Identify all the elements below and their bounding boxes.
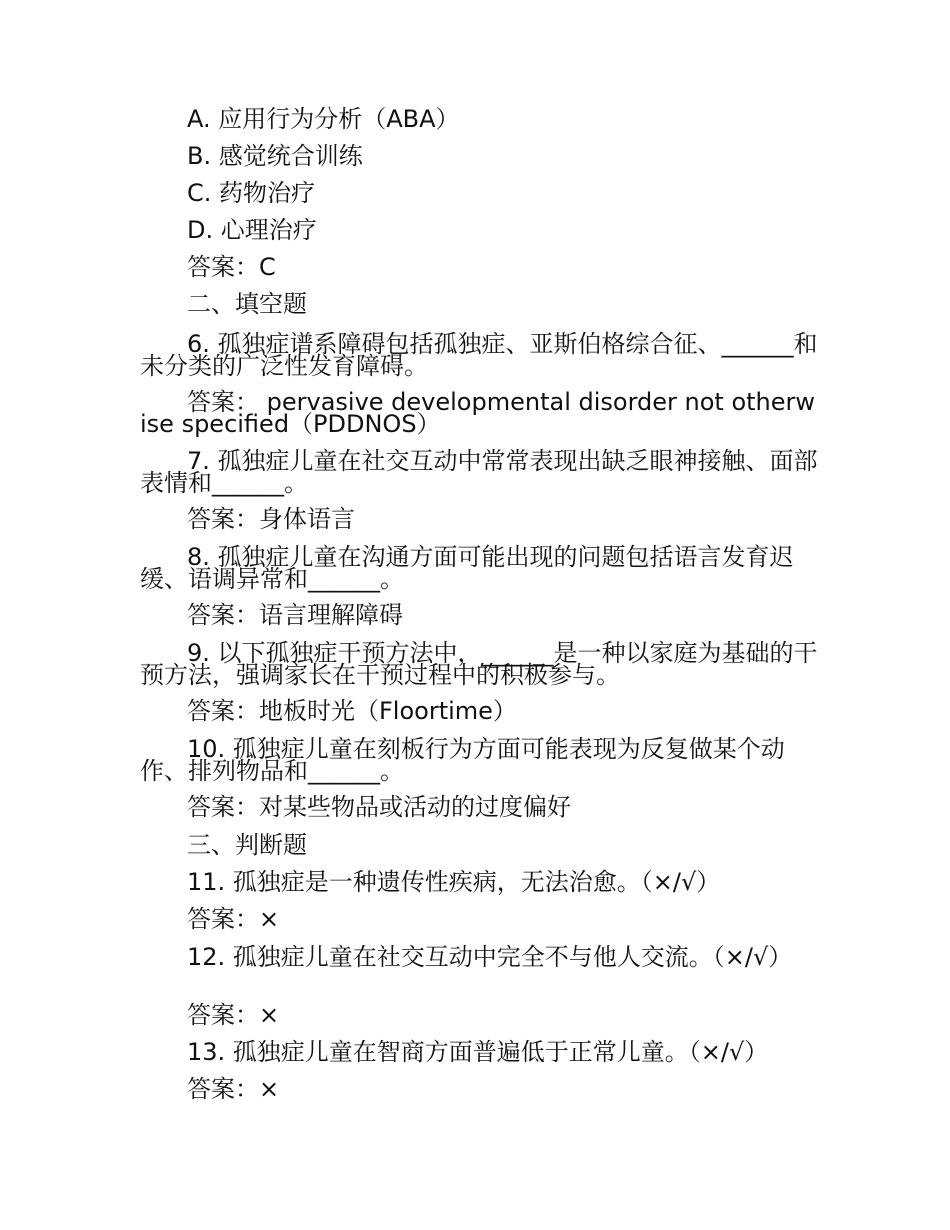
answer-8: 答案：语言理解障碍 xyxy=(187,601,403,629)
answer-10: 答案：对某些物品或活动的过度偏好 xyxy=(187,793,571,821)
question-7: 7. 孤独症儿童在社交互动中常常表现出缺乏眼神接触、面部表情和______。 xyxy=(140,447,818,497)
question-6: 6. 孤独症谱系障碍包括孤独症、亚斯伯格综合征、______和未分类的广泛性发育障碍。 xyxy=(140,330,818,380)
q5-answer: 答案：C xyxy=(187,253,276,281)
option-c: C. 药物治疗 xyxy=(187,179,316,207)
question-12: 12. 孤独症儿童在社交互动中完全不与他人交流。（×/√） xyxy=(187,943,793,971)
answer-9: 答案：地板时光（Floortime） xyxy=(187,697,517,725)
answer-13: 答案：× xyxy=(187,1075,280,1103)
question-11: 11. 孤独症是一种遗传性疾病，无法治愈。（×/√） xyxy=(187,868,721,896)
section-title-fill-in: 二、填空题 xyxy=(187,290,307,318)
answer-11: 答案：× xyxy=(187,905,280,933)
option-b: B. 感觉统合训练 xyxy=(187,142,363,170)
answer-12: 答案：× xyxy=(187,1001,280,1029)
option-a: A. 应用行为分析（ABA） xyxy=(187,105,460,133)
question-13: 13. 孤独症儿童在智商方面普遍低于正常儿童。（×/√） xyxy=(187,1038,769,1066)
answer-7: 答案：身体语言 xyxy=(187,505,355,533)
answer-6: 答案： pervasive developmental disorder not otherwise specified（PDDNOS） xyxy=(140,388,816,438)
option-d: D. 心理治疗 xyxy=(187,216,317,244)
question-9: 9. 以下孤独症干预方法中，______是一种以家庭为基础的干预方法，强调家长在干预过程中的积极参与。 xyxy=(140,639,818,689)
question-10: 10. 孤独症儿童在刻板行为方面可能表现为反复做某个动作、排列物品和______。 xyxy=(140,735,785,785)
section-title-true-false: 三、判断题 xyxy=(187,831,307,859)
question-8: 8. 孤独症儿童在沟通方面可能出现的问题包括语言发育迟缓、语调异常和______。 xyxy=(140,543,794,593)
